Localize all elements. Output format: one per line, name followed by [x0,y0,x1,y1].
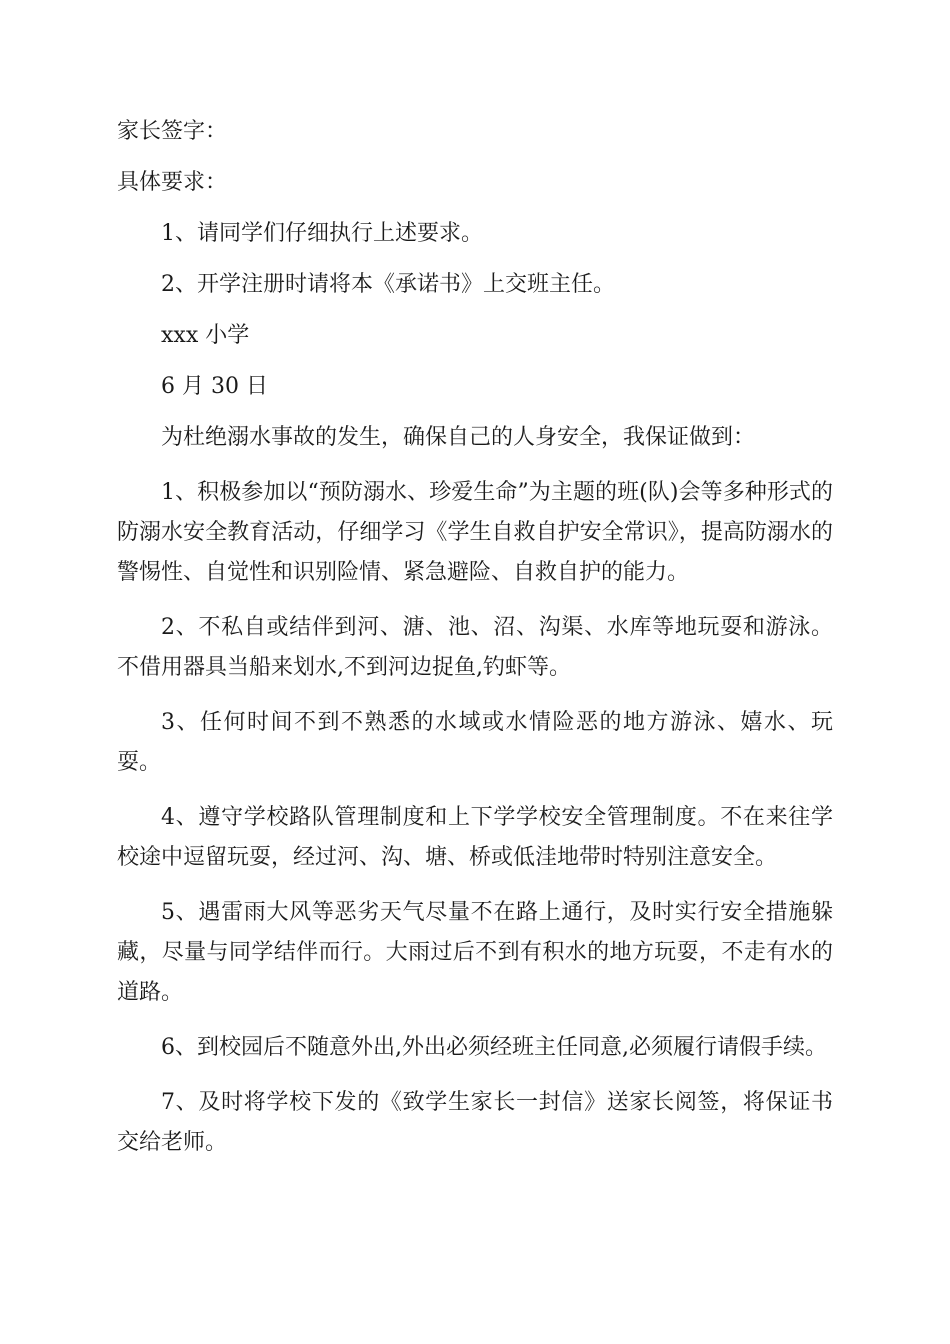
pledge-item: 4、遵守学校路队管理制度和上下学学校安全管理制度。不在来往学校途中逗留玩耍，经过河、沟、塘、桥或低洼地带时特别注意安全。 [117,805,833,870]
pledge-item: 5、遇雷雨大风等恶劣天气尽量不在路上通行，及时实行安全措施躲藏，尽量与同学结伴而行。大雨过后不到有积水的地方玩耍，不走有水的道路。 [117,900,833,1005]
pledge-item: 2、不私自或结伴到河、溏、池、沼、沟渠、水库等地玩耍和游泳。不借用器具当船来划水,不到河边捉鱼,钓虾等。 [117,615,833,680]
pledge-item: 7、及时将学校下发的《致学生家长一封信》送家长阅签，将保证书交给老师。 [117,1090,833,1155]
document-body [117,112,833,1163]
document-date: 6 月 30 日 [161,374,268,399]
parent-signature-label: 家长签字： [117,119,228,144]
pledge-item: 6、到校园后不随意外出,外出必须经班主任同意,必须履行请假手续。 [161,1035,827,1060]
school-name: xxx 小学 [161,323,250,348]
pledge-intro: 为杜绝溺水事故的发生，确保自己的人身安全，我保证做到： [161,425,756,450]
requirement-item: 1、请同学们仔细执行上述要求。 [161,221,483,246]
pledge-item: 3、任何时间不到不熟悉的水域或水情险恶的地方游泳、嬉水、玩耍。 [117,710,833,775]
requirements-heading: 具体要求： [117,170,228,195]
requirement-item: 2、开学注册时请将本《承诺书》上交班主任。 [161,272,615,297]
pledge-item: 1、积极参加以“预防溺水、珍爱生命”为主题的班(队)会等多种形式的防溺水安全教育活动，仔细学习《学生自救自护安全常识》，提高防溺水的警惕性、自觉性和识别险情、紧急避险、自救自护的能力。 [117,480,833,585]
